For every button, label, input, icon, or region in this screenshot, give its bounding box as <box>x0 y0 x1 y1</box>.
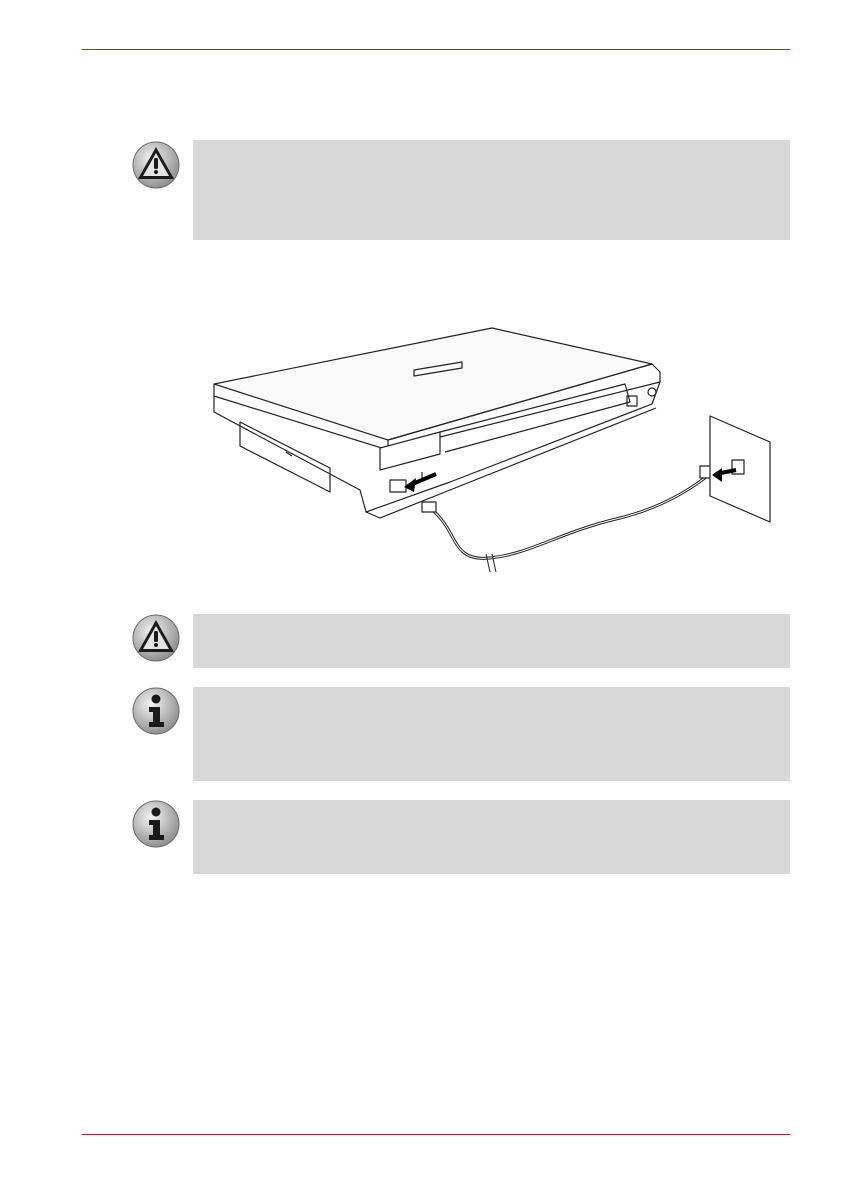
warning-note-box <box>193 614 790 668</box>
info-note-box <box>193 800 790 874</box>
info-note-box <box>193 687 790 781</box>
warning-triangle-icon <box>131 140 181 190</box>
info-icon <box>131 686 181 736</box>
info-icon <box>131 799 181 849</box>
warning-triangle-icon <box>131 613 181 663</box>
warning-note-box <box>193 140 790 240</box>
laptop-modem-illustration <box>200 322 790 582</box>
footer-rule <box>82 1134 790 1135</box>
header-rule <box>82 49 790 50</box>
